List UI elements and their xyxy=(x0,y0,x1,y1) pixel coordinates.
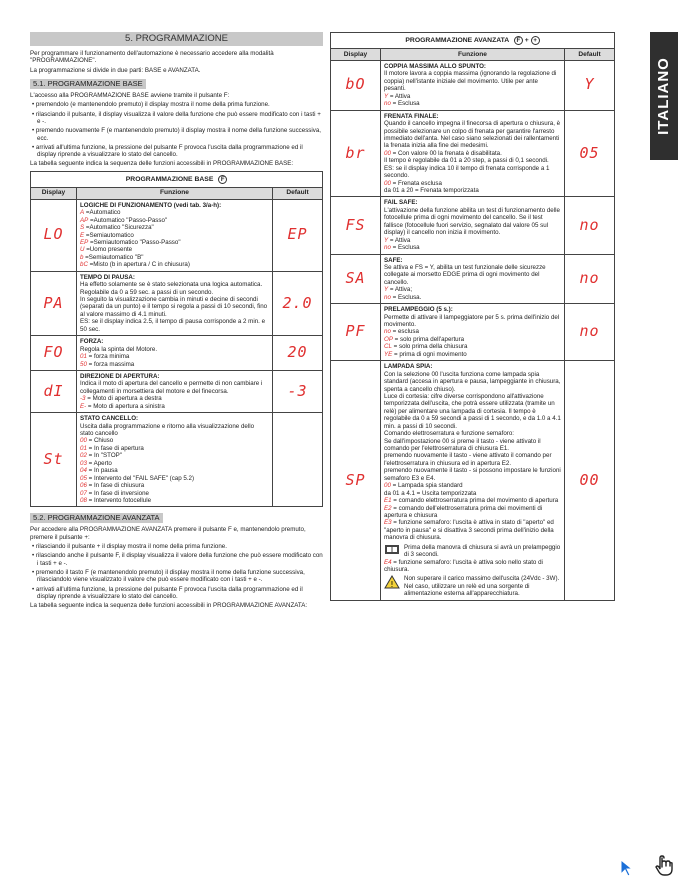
value-text: = Lampada spia standard xyxy=(390,482,463,490)
value-code: 06 xyxy=(80,482,87,490)
function-title: FAIL SAFE: xyxy=(384,199,418,207)
function-description xyxy=(77,413,273,507)
value-text: = In "STOP" xyxy=(86,452,122,460)
value-text: = comando dell'elettroserratura prima dei movimenti di apertura e chiusura xyxy=(384,504,543,519)
value-text: =Semiautomatico xyxy=(84,231,134,239)
function-description xyxy=(381,61,565,111)
value-code: S xyxy=(80,224,85,232)
col-display: Display xyxy=(331,49,381,61)
value-code: Y xyxy=(384,92,389,100)
value-text: = Moto di apertura a destra xyxy=(85,395,162,403)
function-description xyxy=(77,271,273,336)
value-text: Quando il cancello impegna il finecorsa di apertura o chiusura, è possibile selezionare un colpo di frenata per garantire l'arresto immediato dell'anta. Nel caso siano selezionati dei rallentamenti la frenata inizia alla fine dei medesimi. xyxy=(384,120,561,150)
function-line xyxy=(384,490,561,497)
function-line xyxy=(384,187,561,194)
value-code: bC xyxy=(80,261,88,269)
base-bullet: • premendolo (e mantenendolo premuto) il display mostra il nome della prima funzione. xyxy=(32,101,270,109)
function-description xyxy=(77,370,273,412)
function-line xyxy=(384,351,561,358)
function-line xyxy=(80,361,269,368)
value-code: 03 xyxy=(80,459,87,467)
base-bullet: • premendo nuovamente F (e mantenendolo premuto) il display mostra il nome della funzione successiva, ecc. xyxy=(32,127,322,142)
value-code: 50 xyxy=(80,360,87,368)
intro-line-1: Per programmare il funzionamento dell'automazione è necessario accedere alla modalità "PROGRAMMAZIONE". xyxy=(30,50,274,65)
base-table-title xyxy=(31,171,323,187)
value-text: = solo prima dell'apertura xyxy=(392,335,465,343)
function-description xyxy=(381,254,565,304)
function-line xyxy=(384,505,561,520)
value-text: = Esclusa. xyxy=(390,293,422,301)
display-code: SP xyxy=(331,361,381,601)
value-text: = comando elettroserratura prima del movimento di apertura xyxy=(391,497,559,505)
function-line xyxy=(384,286,561,293)
default-value xyxy=(273,413,323,507)
function-title: STATO CANCELLO: xyxy=(80,415,139,423)
function-line xyxy=(80,261,269,268)
value-code: 07 xyxy=(80,489,87,497)
value-code: E2 xyxy=(384,504,392,512)
default-value: 2.0 xyxy=(273,271,323,336)
adv-bullet: • arrivati all'ultima funzione, la pressione del pulsante F provoca l'uscita dalla programmazione ed il display riprende a visualizzare lo stato del cancello. xyxy=(32,585,303,600)
left-column xyxy=(30,32,323,612)
value-code: Y xyxy=(384,236,389,244)
f-key-icon: F xyxy=(514,36,523,45)
col-default: Default xyxy=(273,187,323,199)
default-value: Y xyxy=(565,61,615,111)
col-default: Default xyxy=(565,49,615,61)
function-line xyxy=(384,207,561,237)
value-code: E4 xyxy=(384,558,392,566)
value-text: = esclusa xyxy=(390,328,419,336)
function-line xyxy=(80,490,269,497)
function-description xyxy=(381,361,565,601)
function-line xyxy=(80,246,269,253)
function-line xyxy=(384,371,561,393)
value-text: = Esclusa xyxy=(390,244,420,252)
function-line xyxy=(80,209,269,216)
value-code: no xyxy=(384,328,391,336)
function-line xyxy=(384,100,561,107)
adv-bullet: • rilasciando anche il pulsante F, il display visualizza il valore della funzione che può essere modificato con i tasti + e -. xyxy=(32,552,323,567)
value-text: ES: se il display indica 2.5, il tempo di pausa corrisponde a 2 min. e 50 sec. xyxy=(80,318,266,333)
value-code: 08 xyxy=(80,496,87,504)
value-text: Permette di attivare il lampeggiatore per 5 s. prima dell'inizio del movimento. xyxy=(384,313,560,328)
function-line xyxy=(80,467,269,474)
section-title: 5. PROGRAMMAZIONE xyxy=(30,32,323,46)
table-row xyxy=(331,197,615,254)
plus-sign: + xyxy=(524,36,529,44)
value-text: =Automatico "Passo-Passo" xyxy=(88,216,168,224)
default-value: 05 xyxy=(565,110,615,197)
hand-icon[interactable] xyxy=(654,855,676,877)
base-bullet-text: rilasciando il pulsante, il display visualizza il valore della funzione che può essere modificato con i tasti + e -. xyxy=(35,110,321,125)
table-row xyxy=(31,199,323,271)
value-code: no xyxy=(384,100,391,108)
adv-bullet: • premendo il tasto F (e mantenendolo premuto) il display mostra il nome della funzione successiva, rilasciandolo viene visualizzato il valore che può essere modificato con i tasti + e -. xyxy=(32,568,305,584)
default-value: 00 xyxy=(565,361,615,601)
function-line xyxy=(384,93,561,100)
function-line xyxy=(80,460,269,467)
right-column xyxy=(330,32,615,601)
cursor-icon[interactable] xyxy=(620,859,634,877)
value-text: = Intervento fotocellule xyxy=(86,496,152,504)
value-code: AP xyxy=(80,216,89,224)
value-text: Luce di cortesia: cifre diverse corrispondono all'attivazione temporizzata dell'uscita, che potrà essere utilizzata (tramite un relè) per alimentare una lampada di cortesia. Il tempo è regolabile da 0 a 59 secondi a passi di 1 secondo, e da 1.0 a 4.1 min. a passi di 10 secondi. xyxy=(384,392,561,430)
function-line xyxy=(80,395,269,402)
default-value: no xyxy=(565,304,615,361)
value-text: da 01 a 4.1 = Uscita temporizzata xyxy=(384,489,477,497)
advanced-table-body xyxy=(331,61,615,601)
language-tab-label: ITALIANO xyxy=(655,57,673,135)
value-text: = forza minima xyxy=(86,353,130,361)
function-line xyxy=(80,224,269,231)
function-line xyxy=(384,393,561,430)
advanced-table-title-text: PROGRAMMAZIONE AVANZATA xyxy=(405,36,509,44)
value-text: Con la selezione 00 l'uscita funziona come lampada spia standard (accesa in apertura e pausa, lampeggiante in chiusura, spenta a cancello chiuso). xyxy=(384,370,561,393)
col-function: Funzione xyxy=(381,49,565,61)
value-text: Ha effetto solamente se è stato selezionata una logica automatica. Regolabile da 0 a 59 sec. a passi di un secondo. xyxy=(80,281,263,296)
language-tab xyxy=(650,32,678,160)
function-line xyxy=(384,519,561,541)
function-line xyxy=(384,336,561,343)
display-code: PA xyxy=(31,271,77,336)
function-description xyxy=(381,197,565,254)
value-text: L'attivazione della funzione abilita un test di funzionamento delle fotocellule prima di ogni movimento del cancello. Se il test fallisce (fotocellule fuori servizio, segnalato dal valore 05 sul display) il cancello non inizia il movimento. xyxy=(384,206,560,237)
table-row xyxy=(331,110,615,197)
adv-bullet: • rilasciando il pulsante + il display mostra il nome della prima funzione. xyxy=(32,543,227,550)
value-code: E1 xyxy=(384,497,392,505)
function-title: PRELAMPEGGIO (5 s.): xyxy=(384,306,453,314)
function-line xyxy=(384,165,561,180)
col-function: Funzione xyxy=(77,187,273,199)
base-intro: L'accesso alla PROGRAMMAZIONE BASE avviene tramite il pulsante F: xyxy=(30,91,230,99)
function-line xyxy=(384,264,561,286)
function-line xyxy=(80,296,269,318)
display-code: FO xyxy=(31,336,77,371)
function-line xyxy=(80,380,269,395)
display-code: SA xyxy=(331,254,381,304)
adv-bullet-text: rilasciando anche il pulsante F, il display visualizza il valore della funzione che può essere modificato con i tasti + e -. xyxy=(35,552,323,567)
function-line xyxy=(384,120,561,150)
value-text: = Attiva xyxy=(388,92,411,100)
table-row xyxy=(31,336,323,371)
default-value: EP xyxy=(273,199,323,271)
function-description xyxy=(381,304,565,361)
base-bullet: • arrivati all'ultima funzione, la pressione del pulsante F provoca l'uscita dalla programmazione ed il display riprende a visualizzare lo stato del cancello. xyxy=(32,143,303,159)
function-line xyxy=(384,180,561,187)
adv-bullet-text: arrivati all'ultima funzione, la pressione del pulsante F provoca l'uscita dalla programmazione ed il display riprende a visualizzare lo stato del cancello. xyxy=(35,585,303,600)
value-code: U xyxy=(80,246,85,254)
function-line xyxy=(384,314,561,329)
base-bullet-text: arrivati all'ultima funzione, la pressione del pulsante F provoca l'uscita dalla programmazione ed il display riprende a visualizzare lo stato del cancello. xyxy=(35,143,303,159)
base-table-caption: La tabella seguente indica la sequenza delle funzioni accessibili in PROGRAMMAZIONE BASE: xyxy=(30,160,294,168)
function-line xyxy=(80,437,269,444)
function-line xyxy=(80,318,269,333)
value-text: = Intervento del "FAIL SAFE" (cap 5.2) xyxy=(86,474,195,482)
col-display: Display xyxy=(31,187,77,199)
table-row xyxy=(331,361,615,601)
function-line xyxy=(80,217,269,224)
base-bullet-text: premendo nuovamente F (e mantenendolo premuto) il display mostra il nome della funzione successiva, ecc. xyxy=(35,127,322,142)
function-line xyxy=(384,157,561,164)
value-code: 00 xyxy=(384,179,391,187)
value-text: = funzione semaforo: l'uscita è attiva solo nello stato di chiusura. xyxy=(384,558,543,573)
value-text: =Semiautomatico "B" xyxy=(83,253,144,261)
value-text: Il tempo è regolabile da 01 a 20 step, a passi di 0,1 secondi. xyxy=(384,157,549,165)
function-line xyxy=(384,467,561,482)
function-line xyxy=(384,328,561,335)
function-line xyxy=(80,497,269,504)
advanced-table-caption: La tabella seguente indica la sequenza delle funzioni accessibili in PROGRAMMAZIONE AVANZATA: xyxy=(30,602,308,610)
table-row xyxy=(31,271,323,336)
base-subtitle: 5.1. PROGRAMMAZIONE BASE xyxy=(30,79,146,89)
value-text: Uscita dalla programmazione e ritorno alla visualizzazione dello stato cancello xyxy=(80,422,255,437)
plus-key-icon: + xyxy=(531,36,540,45)
display-code: LO xyxy=(31,199,77,271)
table-row xyxy=(331,304,615,361)
function-line xyxy=(384,438,561,453)
base-table-body xyxy=(31,199,323,507)
value-code: E xyxy=(80,231,85,239)
default-value: no xyxy=(565,254,615,304)
note-warning xyxy=(384,575,561,597)
value-text: Indica il moto di apertura del cancello e permette di non cambiare i collegamenti in morsettiera del motore e del finecorsa. xyxy=(80,380,263,395)
value-text: = Esclusa xyxy=(390,100,420,108)
function-line xyxy=(384,244,561,251)
adv-bullet-text: premendo il tasto F (e mantenendolo premuto) il display mostra il nome della funzione successiva, rilasciandolo viene visualizzato il valore che può essere modificato con i tasti + e -. xyxy=(35,568,305,584)
base-table xyxy=(30,171,323,508)
advanced-table xyxy=(330,32,615,601)
function-line xyxy=(384,343,561,350)
default-value: -3 xyxy=(273,370,323,412)
value-text: =Uomo presente xyxy=(84,246,133,254)
intro-line-2: La programmazione si divide in due parti: BASE e AVANZATA. xyxy=(30,66,201,74)
value-code: no xyxy=(384,244,391,252)
advanced-intro: Per accedere alla PROGRAMMAZIONE AVANZATA premere il pulsante F e, mantenendolo premuto, premere il pulsante +: xyxy=(30,526,306,541)
table-row xyxy=(331,61,615,111)
display-code: St xyxy=(31,413,77,507)
value-code: E- xyxy=(80,402,87,410)
value-text: = solo prima della chiusura xyxy=(391,343,468,351)
function-line xyxy=(80,232,269,239)
function-line xyxy=(384,237,561,244)
value-text: premendo nuovamente il tasto - viene attivato il comando per l'elettroserratura in chiusura ed in apertura E2. xyxy=(384,452,552,467)
value-text: = Aperto xyxy=(86,459,112,467)
function-line xyxy=(80,353,269,360)
svg-text:!: ! xyxy=(390,580,394,590)
warning-icon xyxy=(384,575,400,589)
value-text: = Chiuso xyxy=(86,437,114,445)
display-code: dI xyxy=(31,370,77,412)
value-text: Se dall'impostazione 00 si preme il tasto - viene attivato il comando per l'elettroserratura di chiusura E1. xyxy=(384,437,541,452)
value-code: 00 xyxy=(80,437,87,445)
table-row xyxy=(331,254,615,304)
value-code: Y xyxy=(384,286,389,294)
value-text: = Attiva; xyxy=(388,286,413,294)
f-key-icon: F xyxy=(218,175,227,184)
function-title: SAFE: xyxy=(384,256,403,264)
adv-bullet-text: rilasciando il pulsante + il display mostra il nome della prima funzione. xyxy=(35,543,227,550)
function-line xyxy=(384,294,561,301)
value-text: Se attiva e FS = Y, abilita un test funzionale delle sicurezze collegate ai morsetto EDGE prima di ogni movimento del cancello. xyxy=(384,263,546,286)
function-title: LOGICHE DI FUNZIONAMENTO (vedi tab. 3/a-h): xyxy=(80,201,222,209)
value-text: = forza massima xyxy=(86,360,135,368)
advanced-subtitle: 5.2. PROGRAMMAZIONE AVANZATA xyxy=(30,513,163,523)
function-line xyxy=(384,150,561,157)
value-code: OP xyxy=(384,335,393,343)
value-code: 02 xyxy=(80,452,87,460)
value-code: no xyxy=(384,293,391,301)
function-line xyxy=(384,430,561,437)
value-text: = prima di ogni movimento xyxy=(392,350,467,358)
value-text: da 01 a 20 = Frenata temporizzata xyxy=(384,187,479,194)
value-text: =Automatico xyxy=(84,209,121,217)
function-line xyxy=(80,254,269,261)
value-text: Il motore lavora a coppia massima (ignorando la regolazione di coppia) nell'istante iniziale del movimento. Utile per ante pesanti. xyxy=(384,70,557,93)
display-code: FS xyxy=(331,197,381,254)
book-icon xyxy=(384,544,400,555)
value-code: 01 xyxy=(80,353,87,361)
value-text: =Semiautomatico "Passo-Passo" xyxy=(88,238,181,246)
value-text: =Automatico "Sicurezza" xyxy=(84,224,154,232)
function-description xyxy=(77,336,273,371)
function-line xyxy=(80,423,269,438)
value-code: 05 xyxy=(80,474,87,482)
value-code: YE xyxy=(384,350,393,358)
function-line xyxy=(384,70,561,92)
value-text: =Misto (b in apertura / C in chiusura) xyxy=(87,261,190,269)
function-line xyxy=(80,445,269,452)
function-line xyxy=(80,239,269,246)
value-code: 00 xyxy=(384,482,391,490)
value-text: ES: se il display indica 10 il tempo di frenata corrisponde a 1 secondo. xyxy=(384,164,550,180)
value-code: CL xyxy=(384,343,392,351)
function-title: FRENATA FINALE: xyxy=(384,112,439,120)
function-title: DIREZIONE DI APERTURA: xyxy=(80,372,160,380)
function-title: FORZA: xyxy=(80,338,104,346)
value-code: 00 xyxy=(384,149,391,157)
value-text: = Con valore 00 la frenata è disabilitata. xyxy=(390,149,502,157)
value-code: E3 xyxy=(384,519,392,527)
value-text: = In fase di inversione xyxy=(86,489,149,497)
display-code: PF xyxy=(331,304,381,361)
note-warning-text: Non superare il carico massimo dell'uscita (24Vdc - 3W). Nel caso, utilizzare un relè ed una sorgente di alimentazione esterna all'apparecchiatura. xyxy=(404,575,560,598)
display-code: bO xyxy=(331,61,381,111)
value-code: -3 xyxy=(80,395,86,403)
value-code: EP xyxy=(80,238,89,246)
function-title: COPPIA MASSIMA ALLO SPUNTO: xyxy=(384,63,486,70)
table-row xyxy=(31,370,323,412)
note-book-text: Prima della manovra di chiusura si avrà un prelampeggio di 3 secondi. xyxy=(404,543,561,559)
advanced-table-title xyxy=(331,33,615,49)
base-bullet: • rilasciando il pulsante, il display visualizza il valore della funzione che può essere modificato con i tasti + e -. xyxy=(32,110,321,125)
function-description xyxy=(77,199,273,271)
value-text: = Moto di apertura a sinistra xyxy=(86,402,165,410)
function-line xyxy=(384,452,561,467)
base-bullet-text: premendolo (e mantenendolo premuto) il display mostra il nome della prima funzione. xyxy=(35,101,270,109)
display-code: br xyxy=(331,110,381,197)
value-code: A xyxy=(80,209,85,217)
function-description xyxy=(381,110,565,197)
function-title: TEMPO DI PAUSA: xyxy=(80,273,135,281)
function-line xyxy=(384,497,561,504)
default-value: 20 xyxy=(273,336,323,371)
value-text: Comando elettroserratura e funzione semaforo: xyxy=(384,430,515,438)
value-text: = funzione semaforo: l'uscita è attiva in stato di "aperto" ed "aperto in pausa" e si disattiva 3 secondi prima dell'inizio della manovra di chiusura. xyxy=(384,519,554,542)
value-text: = Attiva xyxy=(388,236,411,244)
value-code: 04 xyxy=(80,467,87,475)
default-value: no xyxy=(565,197,615,254)
value-text: premendo nuovamente il tasto - si possono impostare le funzioni semaforo E3 e E4. xyxy=(384,467,561,482)
value-text: Regola la spinta del Motore. xyxy=(80,345,158,353)
value-text: = In pausa xyxy=(86,467,118,475)
value-text: = Frenata esclusa xyxy=(390,179,442,187)
function-title: LAMPADA SPIA: xyxy=(384,363,433,371)
value-text: = In fase di chiusura xyxy=(86,482,145,490)
function-line xyxy=(80,281,269,296)
function-line xyxy=(80,346,269,353)
function-line xyxy=(80,482,269,489)
table-row xyxy=(31,413,323,507)
value-text: In seguito la visualizzazione cambia in minuti e decine di secondi (separati da un punto) e il tempo si regola a passi di 10 secondi, fino al valore massimo di 4.1 minuti. xyxy=(80,296,268,318)
value-text: = In fase di apertura xyxy=(86,444,144,452)
function-line xyxy=(384,482,561,489)
value-code: b xyxy=(80,253,84,261)
function-line xyxy=(80,452,269,459)
function-line xyxy=(80,403,269,410)
function-line xyxy=(80,475,269,482)
note-book xyxy=(384,544,561,559)
function-line xyxy=(384,559,561,574)
base-table-title-text: PROGRAMMAZIONE BASE xyxy=(125,175,214,183)
value-code: 01 xyxy=(80,444,87,452)
